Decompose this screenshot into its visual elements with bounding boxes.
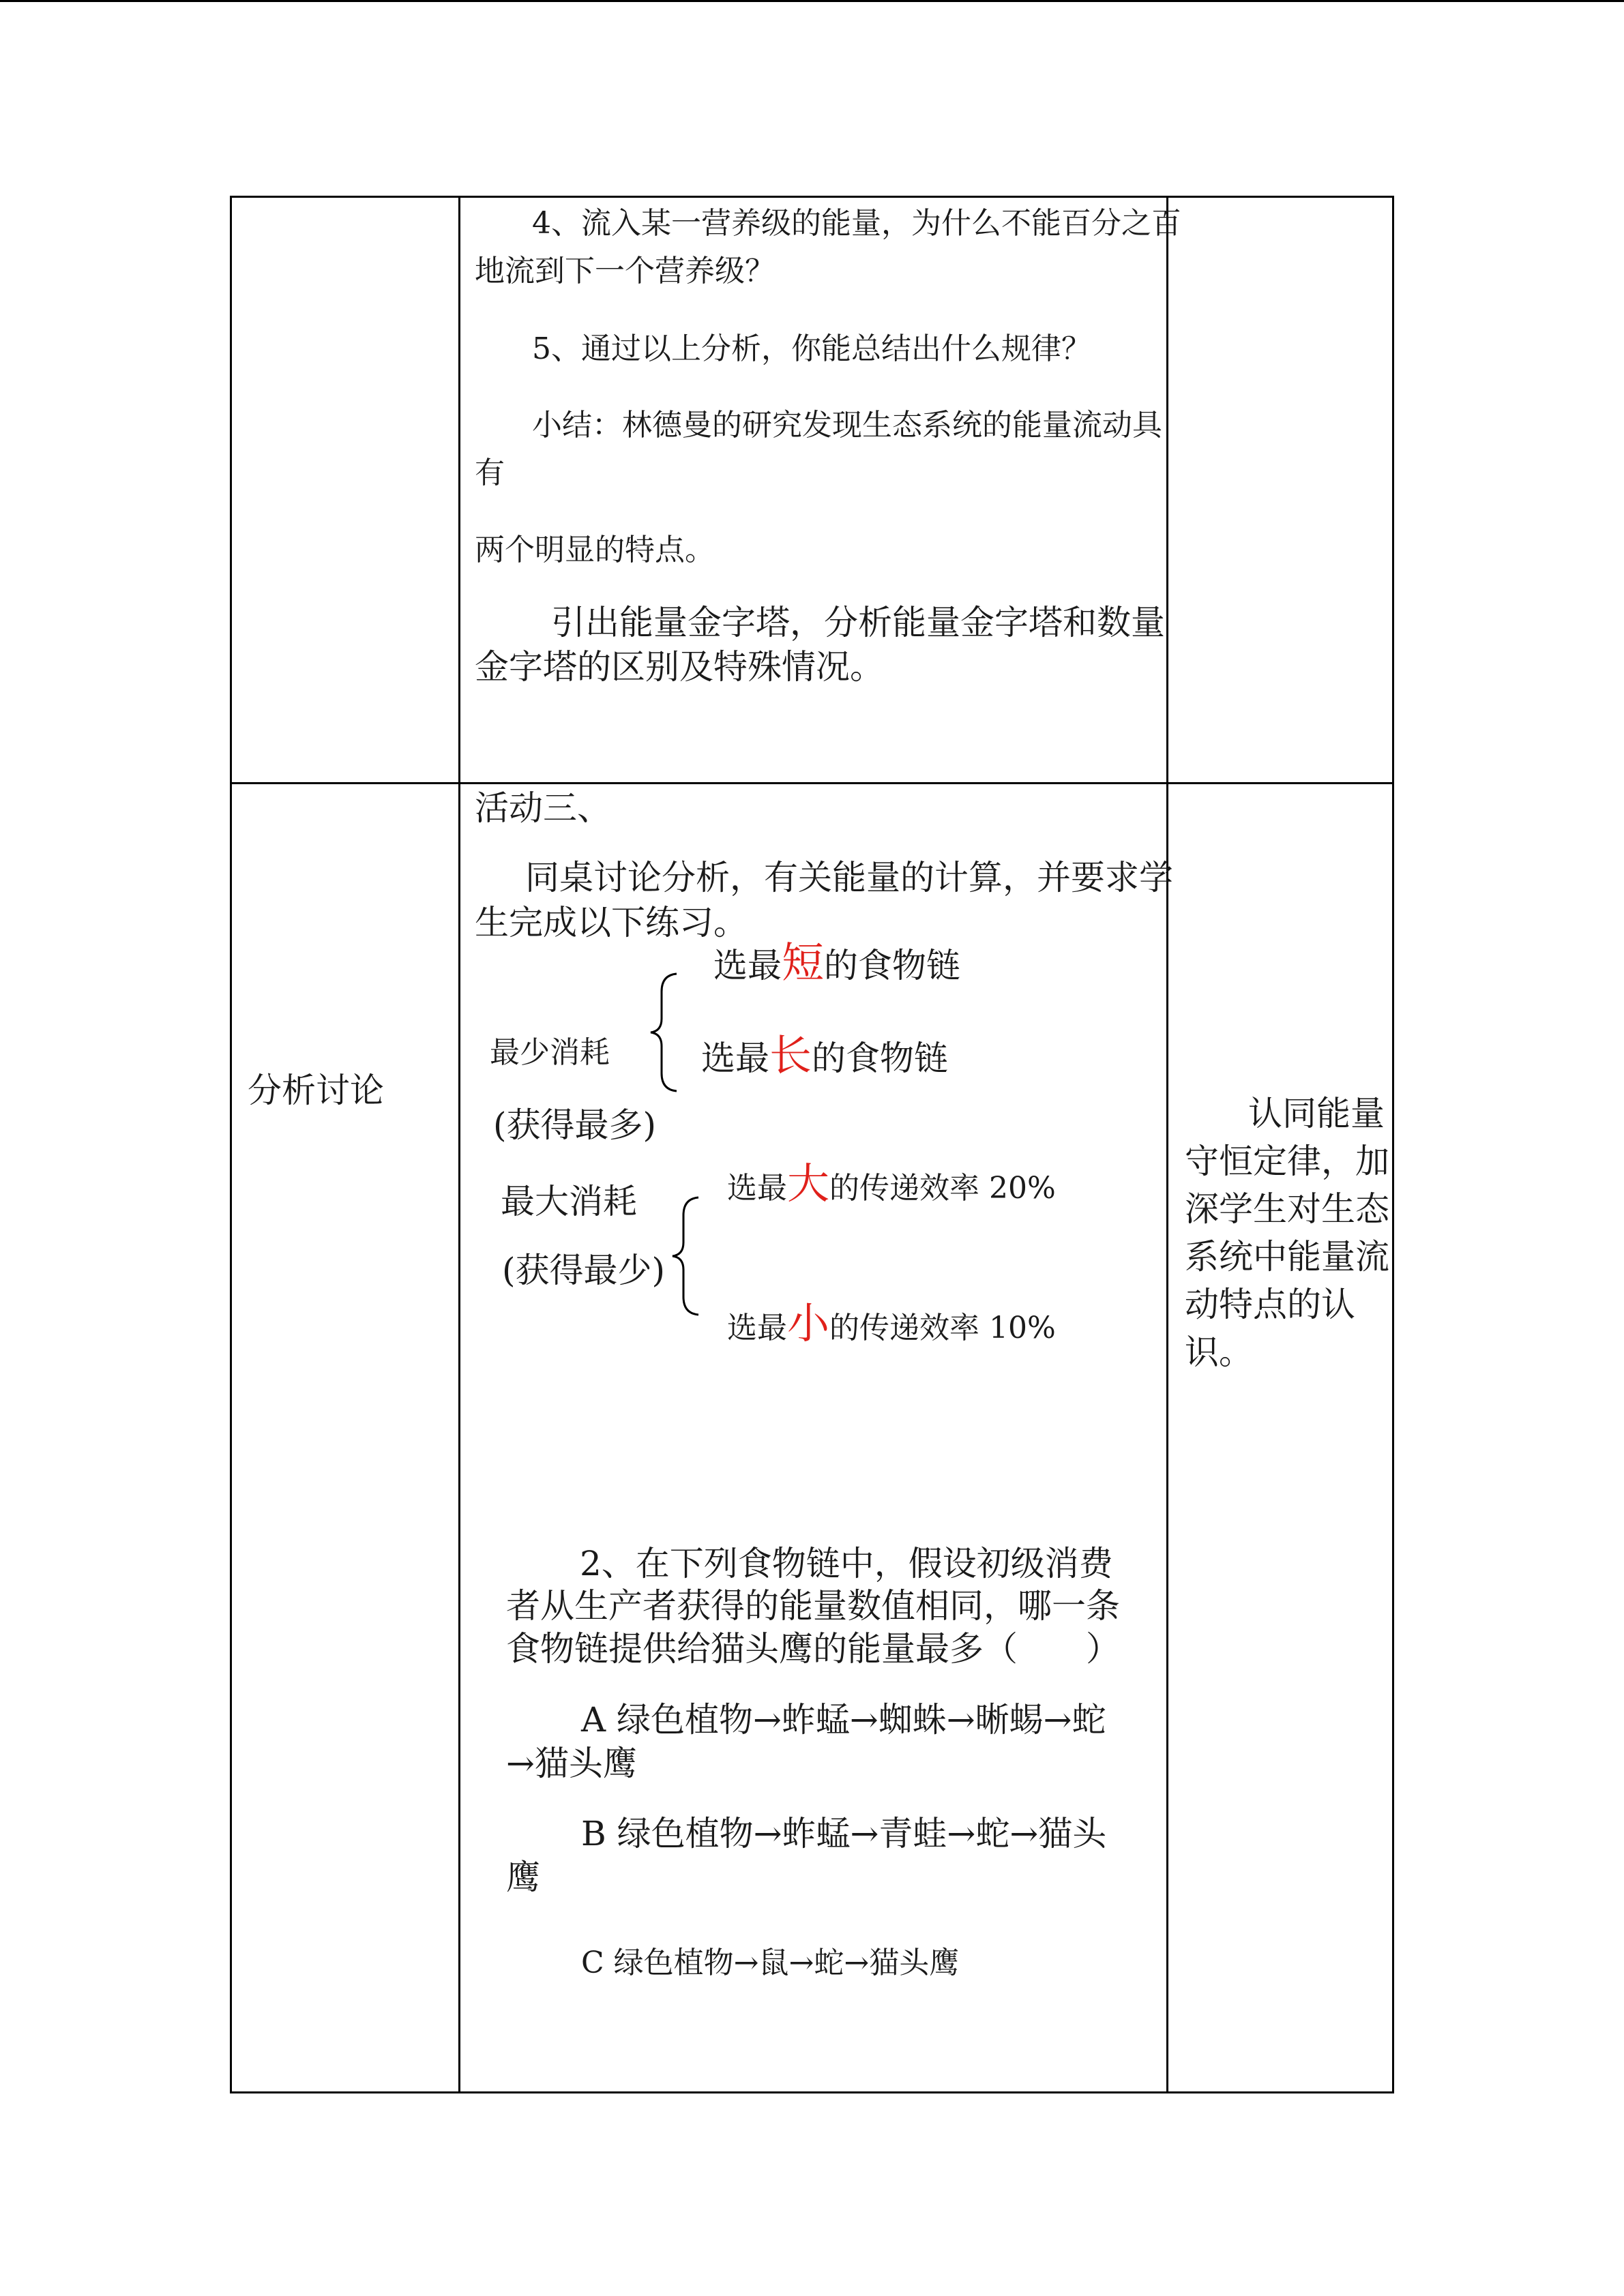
table-border-row-divider bbox=[230, 782, 1394, 784]
pyramid-line2: 金字塔的区别及特殊情况。 bbox=[475, 647, 884, 687]
choose-max-efficiency bbox=[727, 1159, 1056, 1208]
pyramid-line1: 引出能量金字塔，分析能量金字塔和数量 bbox=[551, 603, 1165, 642]
goal-line1: 认同能量 bbox=[1248, 1094, 1385, 1133]
option-a-line2: →猫头鹰 bbox=[506, 1744, 637, 1783]
max-consumption-label: 最大消耗 bbox=[501, 1182, 637, 1221]
question-2-line1: 2、在下列食物链中，假设初级消费 bbox=[580, 1544, 1113, 1583]
min-consumption-label: 最少消耗 bbox=[490, 1035, 610, 1070]
table-border-top bbox=[230, 196, 1394, 198]
choose-small-suffix: 的传递效率 10% bbox=[829, 1311, 1056, 1345]
choose-small-keyword: 小 bbox=[787, 1298, 830, 1348]
choose-long-keyword: 长 bbox=[769, 1030, 812, 1080]
choose-short-suffix: 的食物链 bbox=[824, 946, 961, 985]
table-border-col1 bbox=[458, 196, 460, 2093]
summary-line1: 小结：林德曼的研究发现生态系统的能量流动具 bbox=[532, 408, 1162, 443]
gain-most-label: (获得最多) bbox=[493, 1105, 657, 1145]
gain-least-label: (获得最少) bbox=[502, 1251, 666, 1290]
question-5: 5、通过以上分析，你能总结出什么规律？ bbox=[532, 331, 1091, 366]
option-a-line1: A 绿色植物→蚱蜢→蜘蛛→晰蜴→蛇 bbox=[581, 1700, 1106, 1740]
choose-shortest-chain bbox=[713, 938, 961, 987]
summary-line2: 有 bbox=[475, 456, 505, 490]
activity-title: 活动三、 bbox=[475, 788, 611, 828]
summary-line3: 两个明显的特点。 bbox=[475, 533, 715, 567]
choose-min-efficiency bbox=[727, 1298, 1056, 1348]
choose-small-prefix: 选最 bbox=[727, 1311, 787, 1345]
choose-long-suffix: 的食物链 bbox=[812, 1039, 949, 1078]
question-2-line3: 食物链提供给猫头鹰的能量最多（ ） bbox=[506, 1629, 1120, 1669]
goal-line4: 系统中能量流 bbox=[1185, 1237, 1389, 1277]
choose-short-prefix: 选最 bbox=[713, 946, 782, 985]
option-b-line1: B 绿色植物→蚱蜢→青蛙→蛇→猫头 bbox=[581, 1814, 1107, 1853]
goal-line2: 守恒定律，加 bbox=[1185, 1142, 1389, 1181]
table-border-col2 bbox=[1166, 196, 1168, 2093]
choose-longest-chain bbox=[701, 1030, 949, 1080]
page-top-rule bbox=[0, 0, 1624, 2]
question-4-line1: 4、流入某一营养级的能量，为什么不能百分之百 bbox=[532, 206, 1181, 241]
choose-big-prefix: 选最 bbox=[727, 1171, 787, 1206]
choose-big-keyword: 大 bbox=[787, 1159, 830, 1208]
table-border-bottom bbox=[230, 2091, 1394, 2093]
choose-big-suffix: 的传递效率 20% bbox=[829, 1171, 1056, 1206]
table-border-right bbox=[1392, 196, 1394, 2093]
brace-icon bbox=[647, 971, 681, 1094]
table-border-left bbox=[230, 196, 232, 2093]
option-c-clipped bbox=[518, 1935, 1105, 1980]
choose-short-keyword: 短 bbox=[782, 938, 825, 987]
brace-icon bbox=[668, 1195, 703, 1317]
question-4-line2: 地流到下一个营养级？ bbox=[475, 254, 775, 288]
goal-line5: 动特点的认 bbox=[1185, 1285, 1355, 1324]
intro-line2: 生完成以下练习。 bbox=[475, 903, 748, 942]
intro-line1: 同桌讨论分析，有关能量的计算，并要求学 bbox=[525, 858, 1173, 897]
option-b-line2: 鹰 bbox=[506, 1858, 540, 1897]
choose-long-prefix: 选最 bbox=[701, 1039, 769, 1078]
option-c-partial: C 绿色植物→鼠→蛇→猫头鹰 bbox=[581, 1945, 960, 1980]
row2-label: 分析讨论 bbox=[248, 1071, 384, 1110]
goal-line6: 识。 bbox=[1185, 1332, 1253, 1372]
question-2-line2: 者从生产者获得的能量数值相同，哪一条 bbox=[506, 1586, 1120, 1626]
goal-line3: 深学生对生态 bbox=[1185, 1189, 1389, 1229]
